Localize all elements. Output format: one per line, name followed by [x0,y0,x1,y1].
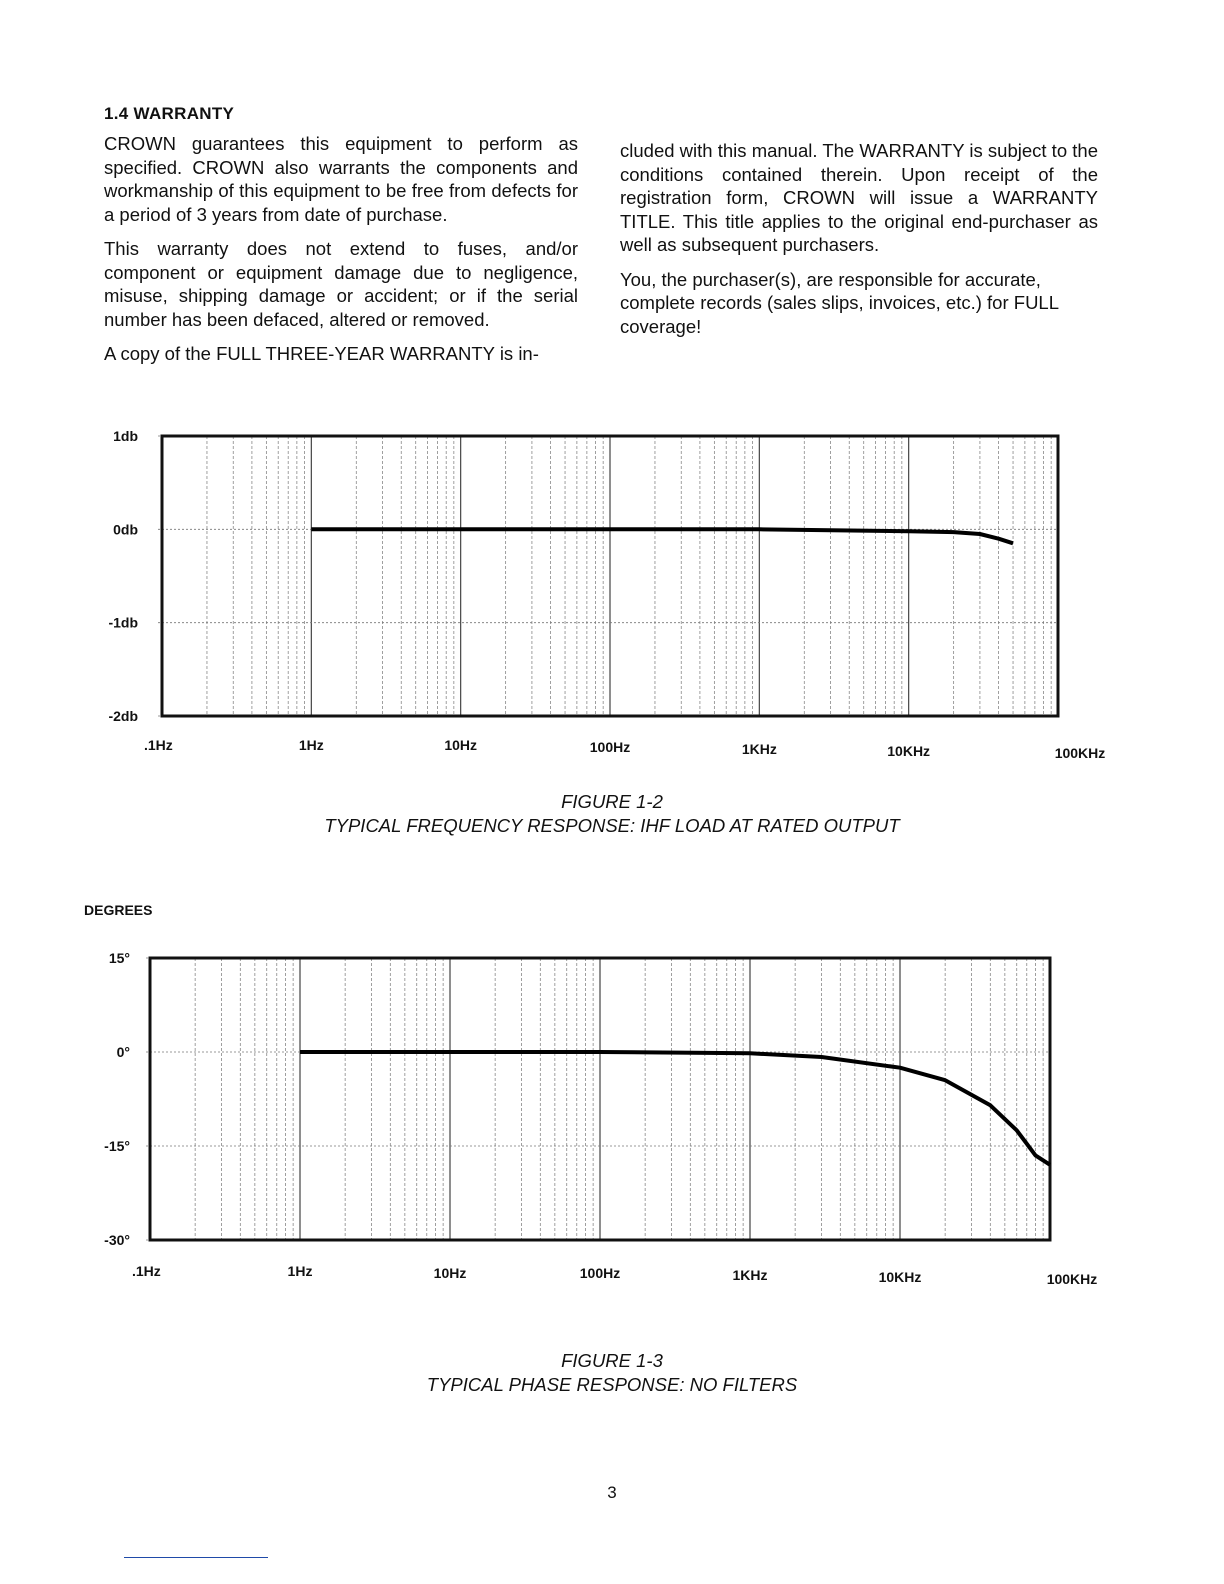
figure-1-2-caption [0,790,1224,838]
y-tick-label: -2db [108,708,138,724]
x-tick-label: .1Hz [132,1263,161,1279]
figure-1-3-caption [0,1349,1224,1397]
page-number: 3 [607,1483,617,1502]
x-tick-label: 10KHz [878,1269,922,1285]
x-tick-label: 100KHz [1046,1271,1098,1287]
x-tick-label: 1KHz [741,741,777,757]
response-curve [300,1052,1050,1165]
footer-rule [124,1557,268,1558]
x-tick-label: 10KHz [887,743,931,759]
x-tick-label: 1KHz [732,1267,768,1283]
y-tick-label: 15° [108,950,130,966]
y-axis-unit-label: DEGREES [84,902,153,918]
figure-label: FIGURE 1-3 [561,1350,663,1371]
phase-response-chart [0,930,1224,1310]
x-tick-label: 10Hz [433,1265,467,1281]
figure-title: TYPICAL FREQUENCY RESPONSE: IHF LOAD AT RATED OUTPUT [324,815,900,836]
response-curve [311,529,1013,543]
y-tick-label: -15° [104,1138,130,1154]
x-tick-label: 10Hz [444,737,478,753]
x-tick-label: 100Hz [589,739,631,755]
y-tick-label: 1db [113,428,138,444]
x-tick-label: 1Hz [287,1263,313,1279]
warranty-right-column [620,139,1098,349]
y-tick-label: 0° [116,1044,130,1060]
warranty-paragraph: CROWN guarantees this equipment to perform as specified. CROWN also warrants the components and workmanship of this equipment to be free from defects for a period of 3 years from date of purchase. [104,133,578,225]
section-heading: 1.4 WARRANTY [104,104,235,123]
warranty-paragraph: You, the purchaser(s), are responsible for accurate, complete records (sales slips, invoices, etc.) for FULL coverage! [620,268,1059,337]
warranty-left-column [104,132,578,377]
warranty-paragraph: cluded with this manual. The WARRANTY is subject to the conditions contained therein. Upon receipt of the registration form, CROWN will issue a WARRANTY TITLE. This title applies to the original end-purchaser as well as subsequent purchasers. [620,140,1098,255]
x-tick-label: 1Hz [298,737,324,753]
y-tick-label: -1db [108,614,138,631]
warranty-paragraph: This warranty does not extend to fuses, and/or component or equipment damage due to negligence, misuse, shipping damage or accident; or if the serial number has been defaced, altered or removed. [104,238,578,330]
figure-label: FIGURE 1-2 [561,791,663,812]
x-tick-label: 100Hz [579,1265,621,1281]
figure-title: TYPICAL PHASE RESPONSE: NO FILTERS [426,1374,798,1395]
frequency-response-chart [0,400,1224,780]
x-tick-label: 100KHz [1054,745,1106,761]
x-tick-label: .1Hz [144,737,173,753]
y-tick-label: 0db [113,521,138,538]
warranty-paragraph: A copy of the FULL THREE-YEAR WARRANTY is in- [104,343,539,364]
y-tick-label: -30° [104,1232,130,1248]
